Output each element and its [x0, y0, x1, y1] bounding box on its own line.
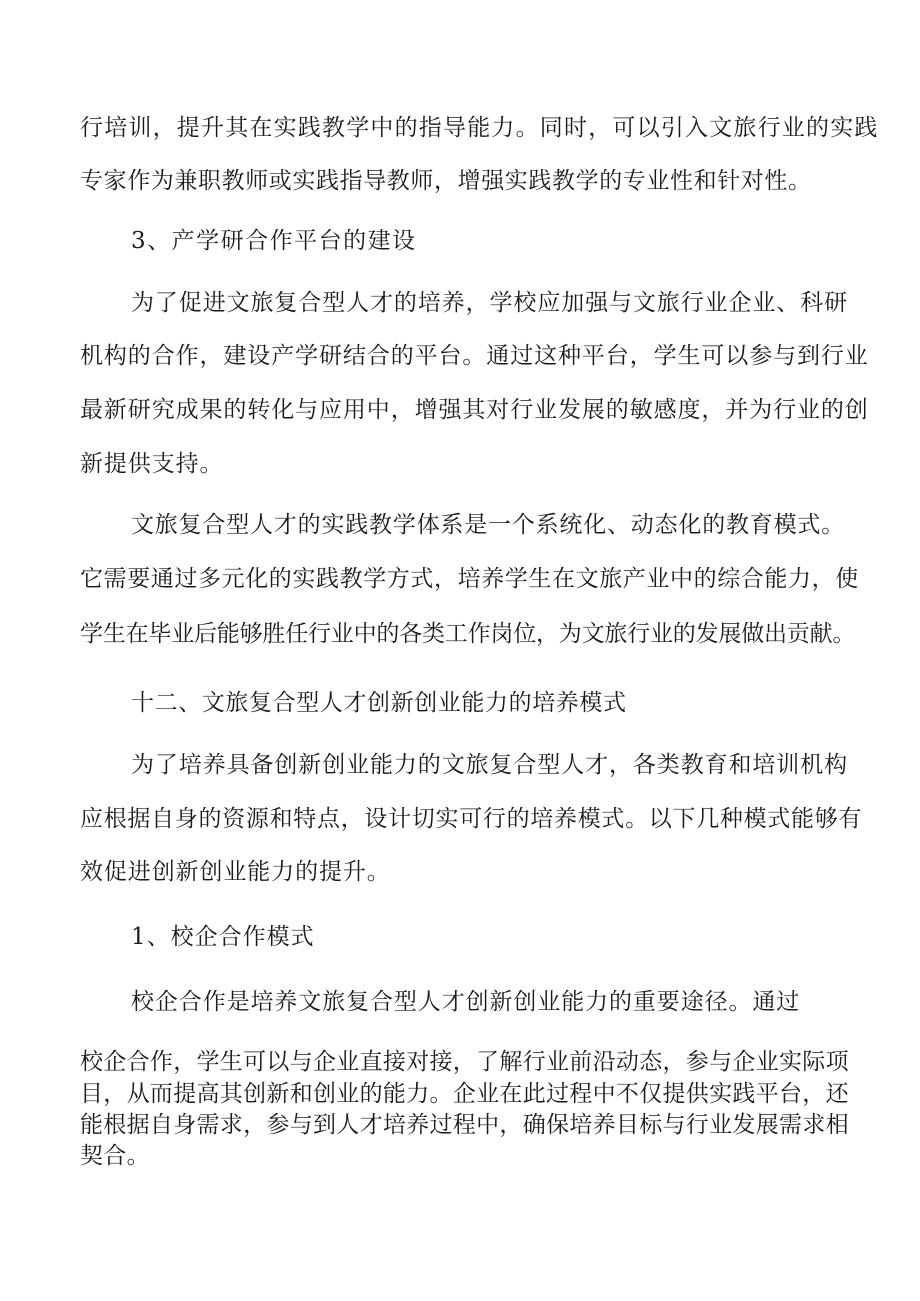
paragraph-line: 目，从而提高其创新和创业的能力。企业在此过程中不仅提供实践平台，还 [80, 1081, 849, 1107]
paragraph-line: 专家作为兼职教师或实践指导教师，增强实践教学的专业性和针对性。 [80, 168, 812, 194]
paragraph-line: 行培训，提升其在实践教学中的指导能力。同时，可以引入文旅行业的实践 [80, 115, 879, 141]
paragraph-line: 机构的合作，建设产学研结合的平台。通过这种平台，学生可以参与到行业 [80, 343, 869, 369]
paragraph-line: 文旅复合型人才的实践教学体系是一个系统化、动态化的教育模式。 [131, 512, 845, 538]
paragraph-line: 能根据自身需求，参与到人才培养过程中，确保培养目标与行业发展需求相 [80, 1112, 849, 1138]
section-heading: 3、产学研合作平台的建设 [131, 228, 417, 254]
paragraph-line: 应根据自身的资源和特点，设计切实可行的培养模式。以下几种模式能够有 [80, 806, 863, 832]
paragraph-line: 为了促进文旅复合型人才的培养，学校应加强与文旅行业企业、科研 [131, 290, 848, 316]
paragraph-line: 它需要通过多元化的实践教学方式，培养学生在文旅产业中的综合能力，使 [80, 566, 859, 592]
paragraph-line: 学生在毕业后能够胜任行业中的各类工作岗位，为文旅行业的发展做出贡献。 [80, 621, 856, 647]
paragraph-line: 为了培养具备创新创业能力的文旅复合型人才，各类教育和培训机构 [131, 752, 848, 778]
paragraph-line: 契合。 [80, 1143, 150, 1169]
chapter-heading: 十二、文旅复合型人才创新创业能力的培养模式 [131, 690, 627, 716]
paragraph-line: 校企合作，学生可以与企业直接对接，了解行业前沿动态，参与企业实际项 [80, 1049, 849, 1075]
paragraph-line: 效促进创新创业能力的提升。 [80, 859, 391, 885]
section-heading: 1、校企合作模式 [131, 924, 315, 950]
paragraph-line: 校企合作是培养文旅复合型人才创新创业能力的重要途径。通过 [131, 989, 801, 1015]
paragraph-line: 新提供支持。 [80, 451, 224, 477]
paragraph-line: 最新研究成果的转化与应用中，增强其对行业发展的敏感度，并为行业的创 [80, 397, 869, 423]
